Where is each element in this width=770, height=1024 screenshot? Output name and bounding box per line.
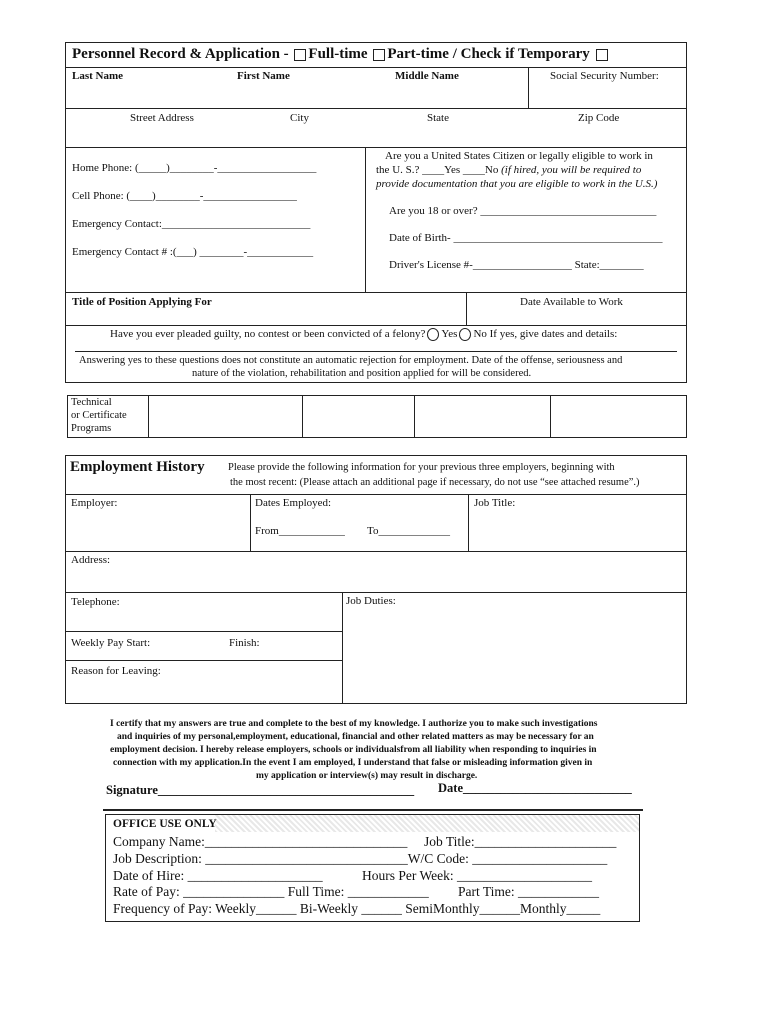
first-name-label: First Name xyxy=(237,70,290,82)
home-phone-field[interactable]: Home Phone: (_____)________-__________________ xyxy=(72,162,317,174)
certify-line-4: connection with my application.In the event I am employed, I understand that false or misleading information given in xyxy=(113,758,593,768)
weekly-pay-label: Weekly Pay Start: xyxy=(71,637,151,649)
felony-note-2: nature of the violation, rehabilitation and position applied for will be considered. xyxy=(192,368,532,379)
rate-of-pay-field[interactable]: Rate of Pay: _______________ Full Time: ____________ xyxy=(113,884,429,899)
technical-label-3: Programs xyxy=(71,423,112,434)
middle-name-label: Middle Name xyxy=(395,70,459,82)
technical-label-1: Technical xyxy=(71,397,112,408)
fulltime-checkbox[interactable] xyxy=(294,49,306,61)
office-use-heading: OFFICE USE ONLY xyxy=(113,818,217,830)
license-field[interactable]: Driver's License #-__________________ State:________ xyxy=(389,259,644,271)
company-name-field[interactable]: Company Name:______________________________ xyxy=(113,834,408,849)
emergency-contact-field[interactable]: Emergency Contact:___________________________ xyxy=(72,218,311,230)
citizen-answer-row[interactable]: the U. S.? ____Yes ____No (if hired, you will be required to xyxy=(376,164,642,176)
reason-leaving-label: Reason for Leaving: xyxy=(71,665,161,677)
certify-line-2: and inquiries of my personal,employment, educational, financial and other related matters as may be necessary for an xyxy=(117,732,594,742)
employment-intro-2: the most recent: (Please attach an additional page if necessary, do not use “see attached resume”.) xyxy=(230,477,640,488)
position-title-label: Title of Position Applying For xyxy=(72,296,212,308)
telephone-label: Telephone: xyxy=(71,596,120,608)
emergency-number-field[interactable]: Emergency Contact # :(___) ________-____________ xyxy=(72,246,314,258)
form-title: Personnel Record & Application - Full-time Part-time / Check if Temporary xyxy=(72,46,610,63)
city-label: City xyxy=(290,112,309,124)
finish-label: Finish: xyxy=(229,637,260,649)
street-label: Street Address xyxy=(130,112,194,124)
employment-intro-1: Please provide the following information for your previous three employers, beginning with xyxy=(228,462,615,473)
hours-per-week-field[interactable]: Hours Per Week: ____________________ xyxy=(362,868,593,883)
technical-label-2: or Certificate xyxy=(71,410,127,421)
age-field[interactable]: Are you 18 or over? ________________________________ xyxy=(389,205,657,217)
ssn-label: Social Security Number: xyxy=(550,70,659,82)
office-use-shading xyxy=(215,815,639,832)
certify-line-5: my application or interview(s) may result in discharge. xyxy=(256,771,478,781)
certify-line-1: I certify that my answers are true and complete to the best of my knowledge. I authorize you to make such investigations xyxy=(110,719,598,729)
temporary-checkbox[interactable] xyxy=(596,49,608,61)
parttime-checkbox[interactable] xyxy=(373,49,385,61)
dob-field[interactable]: Date of Birth- ______________________________________ xyxy=(389,232,663,244)
date-field[interactable]: Date___________________________ xyxy=(438,781,632,795)
citizen-question: Are you a United States Citizen or legally eligible to work in xyxy=(385,150,653,162)
from-field[interactable]: From____________ xyxy=(255,525,345,537)
cell-phone-field[interactable]: Cell Phone: (____)________-_________________ xyxy=(72,190,297,202)
date-of-hire-field[interactable]: Date of Hire: ____________________ xyxy=(113,868,323,883)
felony-note-1: Answering yes to these questions does not constitute an automatic rejection for employment. Date of the offense, seriousness and xyxy=(79,355,623,366)
job-duties-label: Job Duties: xyxy=(346,595,396,607)
felony-question[interactable]: Have you ever pleaded guilty, no contest or been convicted of a felony? Yes No If yes, give dates and details: xyxy=(110,328,618,341)
last-name-label: Last Name xyxy=(72,70,124,82)
dates-employed-label: Dates Employed: xyxy=(255,497,332,509)
employment-heading: Employment History xyxy=(70,459,205,475)
part-time-field[interactable]: Part Time: ____________ xyxy=(458,884,600,899)
state-label: State xyxy=(427,112,449,124)
felony-no-radio[interactable] xyxy=(459,328,471,341)
job-title-label: Job Title: xyxy=(474,497,516,509)
zip-label: Zip Code xyxy=(578,112,620,124)
certify-line-3: employment decision. I hereby release employers, schools or individualsfrom all liability when responding to inquiries in xyxy=(110,745,597,755)
address-label: Address: xyxy=(71,554,111,566)
office-job-title-field[interactable]: Job Title:_____________________ xyxy=(424,834,617,849)
job-description-field[interactable]: Job Description: ______________________________W/C Code: ____________________ xyxy=(113,851,608,866)
citizen-note: provide documentation that you are eligible to work in the U.S.) xyxy=(376,178,658,190)
to-field[interactable]: To_____________ xyxy=(367,525,450,537)
felony-yes-radio[interactable] xyxy=(427,328,439,341)
employer-label: Employer: xyxy=(71,497,118,509)
technical-programs-row xyxy=(67,395,687,438)
frequency-of-pay-field[interactable]: Frequency of Pay: Weekly______ Bi-Weekly ______ SemiMonthly______Monthly_____ xyxy=(113,901,601,916)
date-available-label: Date Available to Work xyxy=(520,296,623,308)
signature-field[interactable]: Signature_________________________________________ xyxy=(106,783,415,797)
